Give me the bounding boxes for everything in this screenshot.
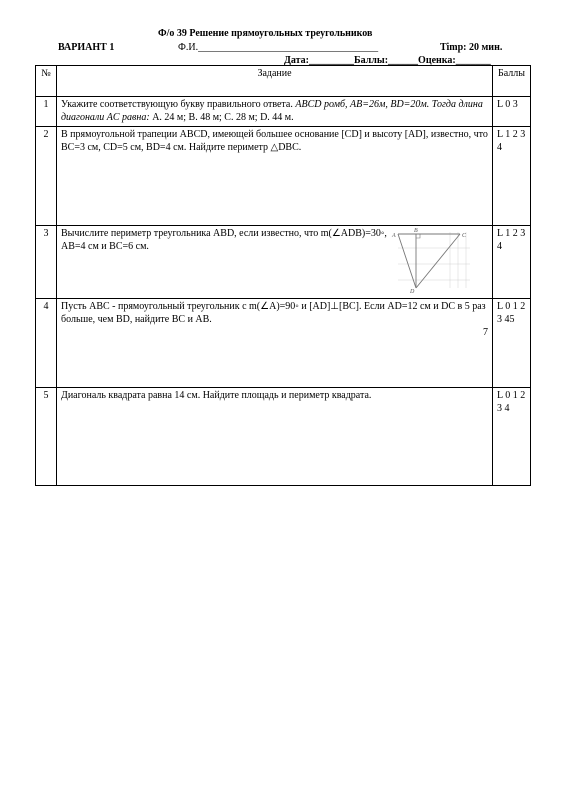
- task-options: A. 24 м; B. 48 м; C. 28 м; D. 44 м.: [149, 111, 294, 123]
- task-score: L 0 3: [493, 97, 531, 127]
- column-header-number: №: [36, 66, 57, 97]
- task-number: 5: [36, 388, 57, 486]
- column-header-score: Баллы: [493, 66, 531, 97]
- table-row: [36, 299, 531, 388]
- label-b: B: [414, 228, 418, 234]
- table-header-row: [36, 66, 531, 97]
- task-score: L 1 2 3 4: [493, 226, 531, 299]
- table-row: [36, 127, 531, 226]
- task-score: L 0 1 2 3 4: [493, 388, 531, 486]
- worksheet-title: Ф/о 39 Решение прямоугольных треугольников: [158, 28, 373, 39]
- task-instruction: Укажите соответствующую букву правильного ответа.: [61, 99, 296, 110]
- right-angle-mark: [416, 234, 420, 238]
- table-row: [36, 226, 531, 299]
- triangle-figure: [388, 228, 472, 294]
- task-condition: ABCD ромб, AB=26м, BD=20м. Тогда длина диагонали AC равна:: [61, 99, 483, 123]
- task-text: В прямоугольной трапеции ABCD, имеющей большее основание [CD] и высоту [AD], известно, что BC=3 см, CD=5 см, BD=4 см. Найдите периметр △DBC.: [57, 127, 493, 226]
- name-field[interactable]: Ф.И.____________________________________: [178, 42, 379, 53]
- task-text: Диагональ квадрата равна 14 см. Найдите площадь и периметр квадрата.: [57, 388, 493, 486]
- task-text: [57, 97, 493, 127]
- task-text: Вычислите периметр треугольника ABD, если известно, что m(∠ADB)=30◦, AB=4 см и BC=6 см.: [61, 228, 387, 252]
- variant-label: ВАРИАНТ 1: [58, 42, 115, 53]
- page-number: 7: [483, 327, 488, 338]
- task-number: 4: [36, 299, 57, 388]
- task-text: Пусть ABC - прямоугольный треугольник с m(∠A)=90◦ и [AD]⊥[BC]. Если AD=12 см и DC в 5 раз больше, чем BD, найдите BC и AB.: [61, 301, 486, 325]
- table-row: [36, 388, 531, 486]
- time-limit: Timp: 20 мин.: [440, 42, 503, 53]
- task-text-cell: [57, 226, 493, 299]
- date-score-grade-line[interactable]: Дата:_________Баллы:______Оценка:_______: [284, 55, 491, 66]
- task-number: 2: [36, 127, 57, 226]
- tasks-table: [35, 65, 531, 486]
- label-d: D: [410, 289, 415, 294]
- task-score: L 0 1 2 3 45: [493, 299, 531, 388]
- column-header-task: Задание: [57, 66, 493, 97]
- table-row: [36, 97, 531, 127]
- task-number: 3: [36, 226, 57, 299]
- task-score: L 1 2 3 4: [493, 127, 531, 226]
- task-text-cell: [57, 299, 493, 388]
- label-a: A: [392, 233, 396, 239]
- label-c: C: [462, 233, 467, 239]
- task-number: 1: [36, 97, 57, 127]
